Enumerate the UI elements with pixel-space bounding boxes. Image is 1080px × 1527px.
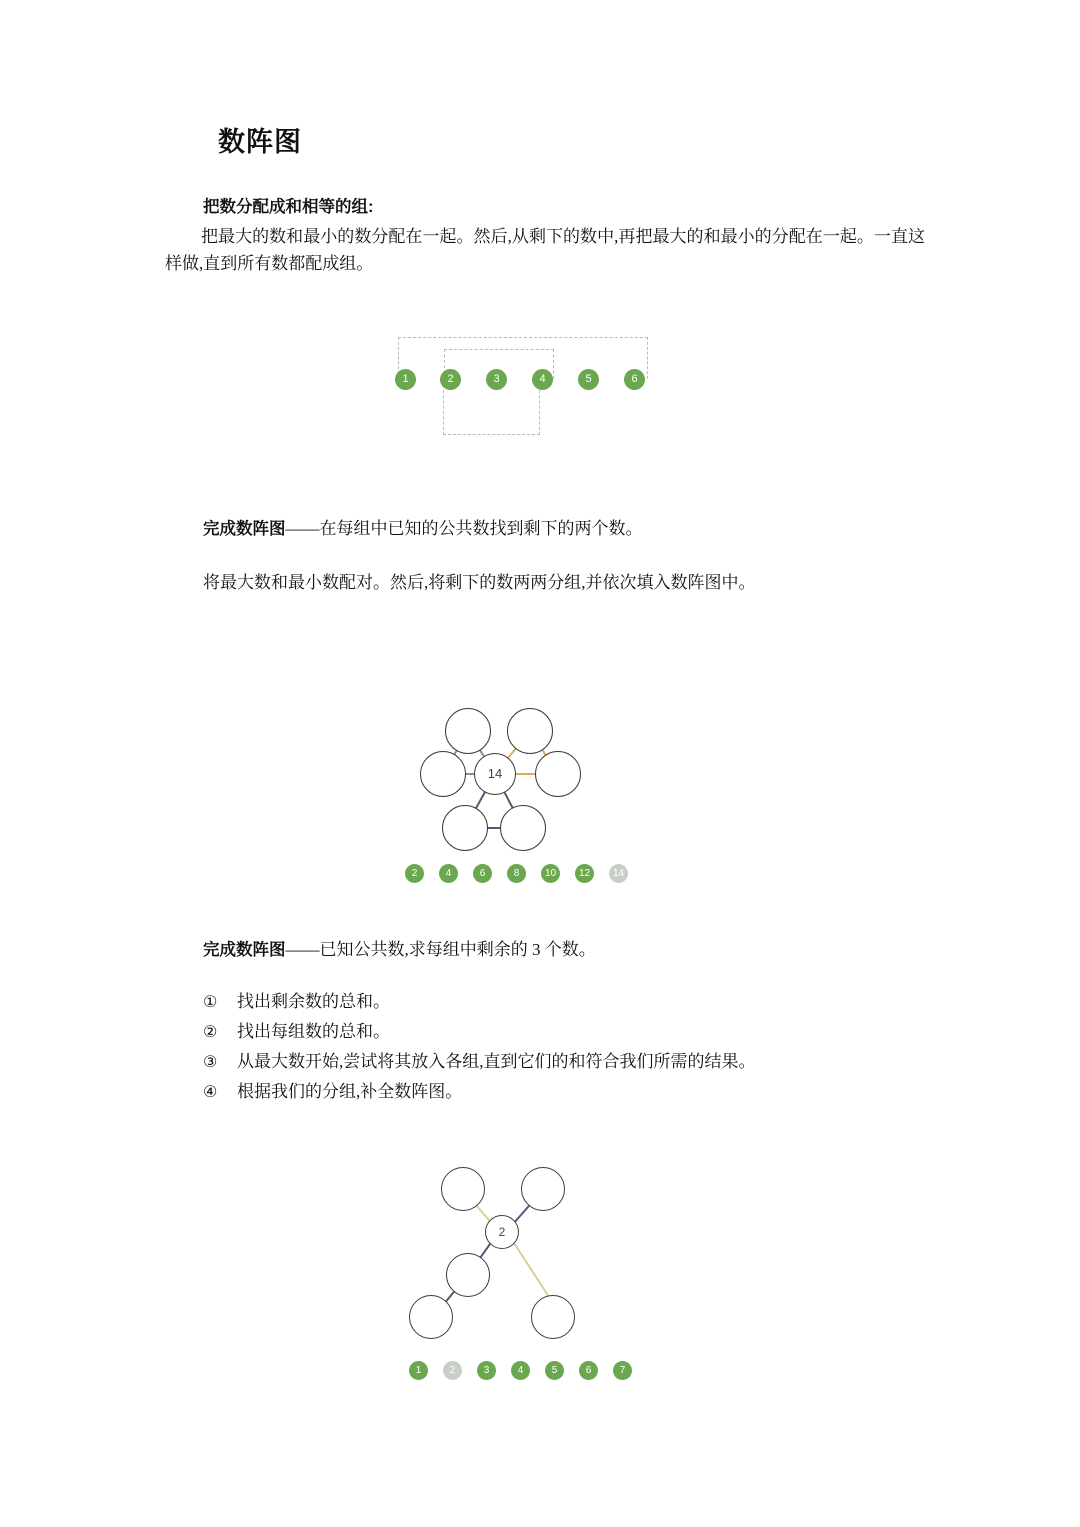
array-node-left[interactable] — [420, 751, 466, 797]
section-3-list — [203, 987, 925, 1107]
number-array-2-figure — [395, 1165, 695, 1380]
chip-12: 12 — [575, 864, 594, 883]
list-item-marker: ④ — [203, 1084, 218, 1102]
array-node-top-left[interactable] — [445, 708, 491, 754]
array2-center-value: 2 — [498, 1225, 506, 1240]
number-array-14-chips — [405, 864, 628, 883]
section-3-heading — [203, 936, 925, 963]
array-node-bottom-left[interactable] — [442, 805, 488, 851]
chip-3: 3 — [486, 369, 507, 390]
list-item-text: 从最大数开始,尝试将其放入各组,直到它们的和符合我们所需的结果。 — [237, 1052, 756, 1072]
chip-4: 4 — [532, 369, 553, 390]
number-array-14-figure — [395, 646, 695, 881]
chip-1: 1 — [395, 369, 416, 390]
section-2-heading-bold: 完成数阵图 — [203, 520, 286, 539]
list-item — [203, 987, 925, 1017]
chip-2: 2 — [443, 1361, 462, 1380]
array-node-right[interactable] — [535, 751, 581, 797]
chip-5: 5 — [545, 1361, 564, 1380]
array-center-value: 14 — [487, 765, 503, 781]
section-2-heading-rest: ——在每组中已知的公共数找到剩下的两个数。 — [285, 519, 643, 539]
list-item-text: 找出每组数的总和。 — [237, 1022, 390, 1042]
list-item-text: 找出剩余数的总和。 — [237, 992, 390, 1012]
section-2-paragraph: 将最大数和最小数配对。然后,将剩下的数两两分组,并依次填入数阵图中。 — [203, 572, 756, 592]
dash-bracket-inner — [443, 390, 540, 435]
chip-4: 4 — [511, 1361, 530, 1380]
chip-2: 2 — [440, 369, 461, 390]
list-item-text: 根据我们的分组,补全数阵图。 — [237, 1082, 463, 1102]
section-3-heading-rest: ——已知公共数,求每组中剩余的 3 个数。 — [285, 939, 596, 959]
list-item — [203, 1047, 925, 1077]
array-node-bottom-right[interactable] — [500, 805, 546, 851]
array-node-center[interactable] — [474, 753, 516, 795]
chip-7: 7 — [613, 1361, 632, 1380]
list-item-marker: ③ — [203, 1054, 218, 1072]
list-item — [203, 1077, 925, 1107]
chip-8: 8 — [507, 864, 526, 883]
chip-1: 1 — [409, 1361, 428, 1380]
section-1-heading: 把数分配成和相等的组: — [203, 198, 374, 216]
chip-5: 5 — [578, 369, 599, 390]
list-item-marker: ② — [203, 1024, 218, 1042]
chip-14: 14 — [609, 864, 628, 883]
section-2-heading — [203, 515, 925, 542]
chip-6: 6 — [624, 369, 645, 390]
chip-4: 4 — [439, 864, 458, 883]
array-node-top-right[interactable] — [507, 708, 553, 754]
number-array-2-chips — [409, 1361, 632, 1380]
chip-10: 10 — [541, 864, 560, 883]
section-1-paragraph: 把最大的数和最小的数分配在一起。然后,从剩下的数中,再把最大的和最小的分配在一起。一直这样做,直到所有数都配成组。 — [165, 227, 925, 274]
list-item-marker: ① — [203, 994, 218, 1012]
chip-2: 2 — [405, 864, 424, 883]
section-3-heading-bold: 完成数阵图 — [203, 940, 286, 959]
chip-6: 6 — [473, 864, 492, 883]
pairing-diagram — [395, 327, 695, 457]
page-title: 数阵图 — [218, 127, 302, 157]
list-item — [203, 1017, 925, 1047]
chip-3: 3 — [477, 1361, 496, 1380]
chip-6: 6 — [579, 1361, 598, 1380]
document-content — [165, 120, 925, 1380]
